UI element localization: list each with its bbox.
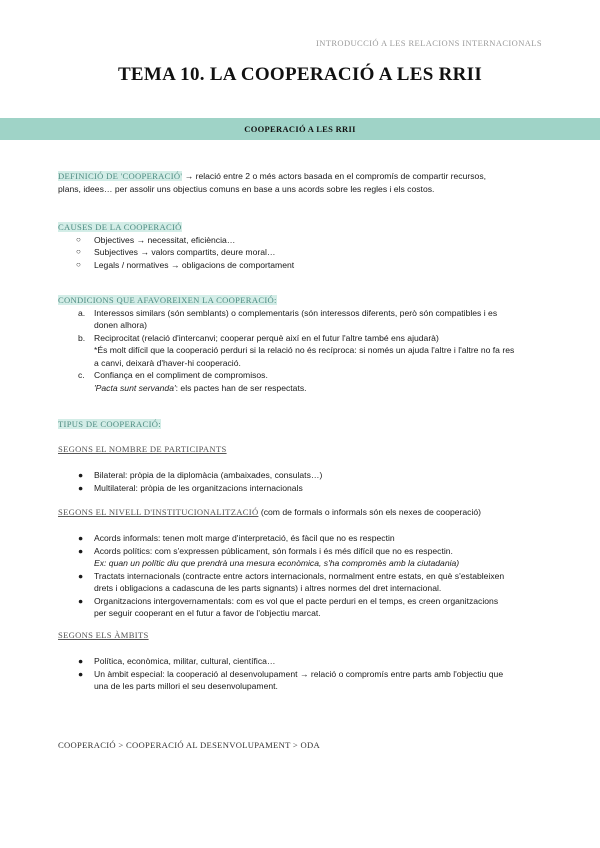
bullet-icon: ● [78,545,84,556]
footer-breadcrumb: COOPERACIÓ > COOPERACIÓ AL DESENVOLUPAMENT > ODA [58,740,321,750]
list-item-cont: per seguir cooperant en el futur a favor de l'objectiu marcat. [94,608,321,618]
ambits-block [58,629,548,642]
list-item: ● Acords informals: tenen molt marge d'interpretació, és fàcil que no es respectin [78,533,395,543]
list-item: ● Multilateral: pròpia de les organitzacions internacionals [78,482,303,493]
list-item: ● Bilateral: pròpia de la diplomàcia (ambaixades, consulats…) [78,470,323,480]
conditions-block [58,294,548,394]
list-item: ○ Objectives → necessitat, eficiència… [76,234,236,245]
institutional-heading: SEGONS EL NIVELL D'INSTITUCIONALITZACIÓ [58,507,259,517]
condition-a: a. Interessos similars (són semblants) o complementaris (són interessos diferents, però són compatibles i es [78,307,498,318]
condition-c: c. Confiança en el compliment de compromisos. [78,370,268,380]
definition-block [58,170,548,195]
bullet-icon: ● [78,533,84,543]
types-heading: TIPUS DE COOPERACIÓ: [58,419,161,429]
list-item: ○ Subjectives → valors compartits, deure moral… [76,247,276,257]
list-item: ○ Legals / normatives → obligacions de comportament [76,259,295,270]
conditions-heading: CONDICIONS QUE AFAVOREIXEN LA COOPERACIÓ: [58,295,277,305]
course-header: INTRODUCCIÓ A LES RELACIONS INTERNACIONALS [316,38,542,48]
list-item-cont: una de les parts millori el seu desenvolupament. [94,681,278,691]
page-title: TEMA 10. LA COOPERACIÓ A LES RRII [117,64,483,85]
list-item: ● Un àmbit especial: la cooperació al desenvolupament → relació o compromís entre parts amb l'objectiu que [78,668,504,679]
bullet-icon: ● [78,595,84,606]
institutional-list [58,532,548,620]
causes-block [58,221,548,271]
circle-bullet-icon: ○ [76,234,81,244]
bullet-icon: ● [78,668,84,679]
list-item: ● Acords polítics: com s'expressen públicament, són formals i és més difícil que no es respectin. [78,545,453,556]
ambits-list [58,655,548,693]
participants-heading: SEGONS EL NOMBRE DE PARTICIPANTS [58,444,227,454]
causes-heading: CAUSES DE LA COOPERACIÓ [58,222,182,232]
bullet-icon: ● [78,482,84,493]
list-item-example: Ex: quan un polític diu que prendrà una mesura econòmica, s'ha compromès amb la ciutadania) [94,558,460,568]
section-banner: COOPERACIÓ A LES RRII [0,118,600,140]
list-item: ● Política, econòmica, militar, cultural, científica… [78,656,276,666]
list-item-cont: drets i obligacions a cadascuna de les parts signants) i altres normes del dret internacional. [94,583,442,593]
condition-b-note-cont: a canvi, deixarà d'haver-hi cooperació. [94,357,241,368]
definition-text-1: → relació entre 2 o més actors basada en el compromís de compartir recursos, [182,171,487,181]
types-block [58,418,548,431]
condition-b: b. Reciprocitat (relació d'intercanvi; cooperar perquè així en el futur l'altre també ens ajudarà) [78,332,439,343]
participants-list [58,469,548,494]
circle-bullet-icon: ○ [76,259,81,269]
institutional-heading-rest: (com de formals o informals són els nexes de cooperació) [258,507,482,517]
ambits-heading: SEGONS ELS ÀMBITS [58,630,149,640]
definition-text-2: plans, idees… per assolir uns objectius comuns en base a uns acords sobre les regles i els costos. [58,183,435,194]
circle-bullet-icon: ○ [76,247,81,256]
condition-a-cont: donen alhora) [94,320,148,330]
bullet-icon: ● [78,656,84,666]
list-item: ● Organitzacions intergovernamentals: com es vol que el pacte perduri en el temps, es creen organitzacions [78,595,499,606]
bullet-icon: ● [78,570,84,581]
definition-label: DEFINICIÓ DE 'COOPERACIÓ' [58,171,183,181]
bullet-icon: ● [78,470,84,480]
list-item: ● Tractats internacionals (contracte entre actors internacionals, normalment entre estats, en què s'estableixen [78,570,505,581]
condition-b-note: *És molt difícil que la cooperació perduri si la relació no és recíproca: si només un ajuda l'altre i l'altre no fa res [94,345,515,355]
institutional-block [58,506,548,519]
condition-c-cont: 'Pacta sunt servanda': els pactes han de ser respectats. [94,382,307,393]
participants-block [58,443,548,456]
